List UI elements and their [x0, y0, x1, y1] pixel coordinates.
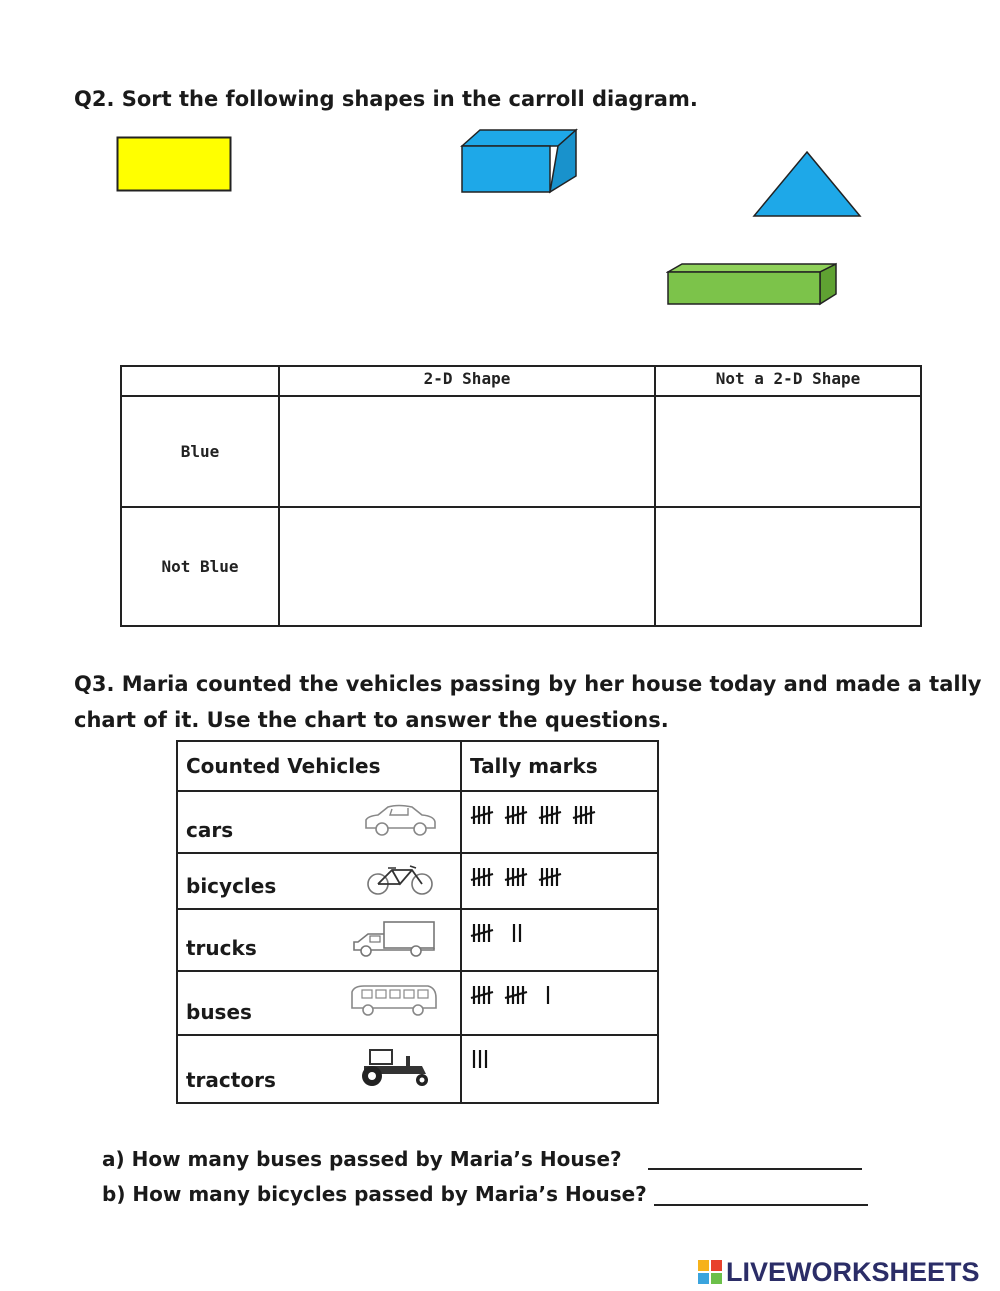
bicycle-icon — [362, 864, 438, 896]
tally-marks-cars — [461, 791, 658, 853]
tally-chart-table — [176, 740, 659, 1104]
table-row — [177, 1035, 658, 1103]
q3-text-line-1: Q3. Maria counted the vehicles passing by her house today and made a tally — [74, 672, 982, 696]
vehicle-name: buses — [186, 1000, 252, 1024]
yellow-rectangle-shape — [116, 136, 232, 192]
carroll-drop-cell-not-blue-not-2d[interactable] — [655, 507, 921, 626]
q3-text-line-2: chart of it. Use the chart to answer the questions. — [74, 708, 669, 732]
carroll-row-not-blue: Not Blue — [121, 507, 279, 626]
question-b: b) How many bicycles passed by Maria’s House? — [102, 1182, 647, 1206]
table-row — [177, 909, 658, 971]
carroll-drop-cell-not-blue-2d[interactable] — [279, 507, 655, 626]
liveworksheets-brand — [698, 1254, 980, 1290]
blue-triangle-shape — [752, 150, 862, 218]
answer-blank-a[interactable] — [648, 1168, 862, 1170]
carroll-diagram — [120, 365, 922, 627]
green-rectangular-prism-shape — [666, 262, 838, 306]
table-row — [177, 853, 658, 909]
blue-cube-shape — [460, 128, 578, 194]
table-row — [177, 791, 658, 853]
vehicle-name: cars — [186, 818, 234, 842]
bus-icon — [346, 982, 438, 1018]
carroll-corner-cell — [121, 366, 279, 396]
vehicle-name: bicycles — [186, 874, 277, 898]
car-icon — [362, 802, 438, 838]
vehicle-name: tractors — [186, 1068, 276, 1092]
answer-blank-b[interactable] — [654, 1204, 868, 1206]
carroll-col-not-2d-shape: Not a 2-D Shape — [655, 366, 921, 396]
tally-marks-buses — [461, 971, 658, 1035]
carroll-col-2d-shape: 2-D Shape — [279, 366, 655, 396]
vehicle-name: trucks — [186, 936, 257, 960]
header-counted-vehicles: Counted Vehicles — [177, 741, 461, 791]
q2-title: Q2. Sort the following shapes in the carroll diagram. — [74, 87, 698, 111]
tractor-icon — [350, 1046, 438, 1088]
liveworksheets-logo-icon — [698, 1260, 722, 1284]
carroll-drop-cell-blue-not-2d[interactable] — [655, 396, 921, 507]
header-tally-marks: Tally marks — [461, 741, 658, 791]
tally-marks-tractors — [461, 1035, 658, 1103]
table-row — [177, 971, 658, 1035]
question-a: a) How many buses passed by Maria’s House? — [102, 1147, 622, 1171]
tally-marks-trucks — [461, 909, 658, 971]
tally-marks-bicycles — [461, 853, 658, 909]
carroll-drop-cell-blue-2d[interactable] — [279, 396, 655, 507]
carroll-row-blue: Blue — [121, 396, 279, 507]
brand-text: LIVEWORKSHEETS — [726, 1256, 980, 1287]
truck-icon — [350, 920, 438, 958]
